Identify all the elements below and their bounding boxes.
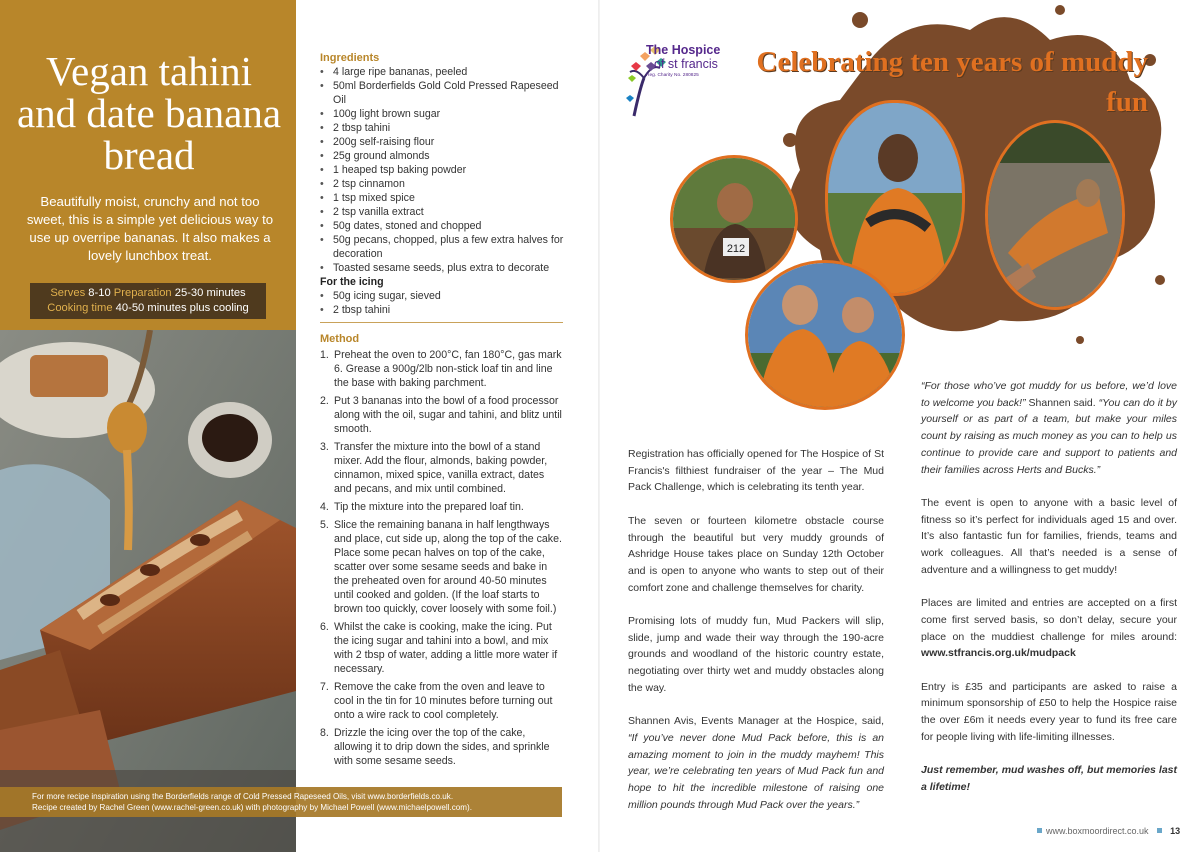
list-item: • 2 tsp vanilla extract <box>320 205 568 219</box>
paragraph: Registration has officially opened for The Hospice of St Francis's filthiest fundraiser of the year – The Mud Pack Challenge, which is celebrating its tenth year. <box>628 448 884 494</box>
quote: “You can do it by yourself or as part of a team, but make your miles count by raising as much money as you can to help us continue to provide care and support to patients and their families across Herts and Bucks.” <box>921 396 1177 476</box>
couple-photo <box>745 260 905 410</box>
icing-list <box>320 289 568 317</box>
list-item: • 50g pecans, chopped, plus a few extra halves for decoration <box>320 233 568 261</box>
runner-photo <box>670 155 798 283</box>
serves-box <box>30 283 266 319</box>
list-item: • 25g ground almonds <box>320 149 568 163</box>
credits-line: Recipe created by Rachel Green (www.rachel-green.co.uk) with photography by Michael Powell (www.michaelpowell.com). <box>32 803 472 812</box>
list-item: • 200g self-raising flour <box>320 135 568 149</box>
list-item: • 2 tbsp tahini <box>320 303 568 317</box>
ingredients-section <box>320 51 568 317</box>
page-number: 13 <box>1170 826 1181 836</box>
paragraph: Entry is £35 and participants are asked to raise a minimum sponsorship of £50 to help the Hospice raise the over £6m it needs every year to fund its free care for people living with life-limiting illnesses. <box>921 680 1177 743</box>
mud-pool-photo <box>985 120 1125 310</box>
method-step: 4. Tip the mixture into the prepared loaf tin. <box>320 501 524 513</box>
bib-number: 212 <box>726 243 746 255</box>
square-icon <box>1157 828 1162 833</box>
ingredients-heading: Ingredients <box>320 52 380 64</box>
paragraph: Places are limited and entries are accepted on a first come first served basis, so don’t delay, secure your place on the muddiest challenge for miles around: www.stfrancis.org.uk/mudpack <box>921 597 1177 660</box>
list-item: • 50ml Borderfields Gold Cold Pressed Rapeseed Oil <box>320 79 568 107</box>
method-step: 7. Remove the cake from the oven and leave to cool in the tin for 10 minutes before turning out onto a wire rack to cool completely. <box>320 681 553 721</box>
list-item: • 2 tsp cinnamon <box>320 177 568 191</box>
list-item: • 2 tbsp tahini <box>320 121 568 135</box>
list-item: • 50g dates, stoned and chopped <box>320 219 568 233</box>
prep-label: Preparation <box>113 287 172 299</box>
quote-attribution: Shannen Avis, Events Manager at the Hospice, said, <box>628 715 884 728</box>
mudpack-link[interactable]: www.stfrancis.org.uk/mudpack <box>921 647 1076 660</box>
square-icon <box>1037 828 1042 833</box>
list-item: • 4 large ripe bananas, peeled <box>320 65 568 79</box>
method-step: 5. Slice the remaining banana in half lengthways and place, cut side up, along the top of the cake. Place some pecan halves on top of the cake, scatter over some sesame seeds and bake in the preheated oven for around 40-50 minutes until cooked and golden. (If the loaf starts to brown too quickly, cover loosely with some foil.) <box>320 519 562 615</box>
list-item: • 1 tsp mixed spice <box>320 191 568 205</box>
quote: “If you’ve never done Mud Pack before, this is an amazing moment to join in the muddy mayhem! This year, we’re celebrating ten years of Mud Pack fun and hope to hit the incredible milestone of raising one million pounds through Mud Pack over the years.” <box>628 731 884 811</box>
method-step: 8. Drizzle the icing over the top of the cake, allowing it to drip down the sides, and sprinkle with some sesame seeds. <box>320 727 550 767</box>
recipe-title: Vegan tahini and date banana bread <box>16 48 282 178</box>
quote-attribution: Shannen said. <box>1025 396 1099 409</box>
article-column-1 <box>628 446 884 830</box>
serves-value: 8-10 <box>88 287 111 299</box>
logo-subname: of st francis <box>654 57 718 71</box>
logo-name: The Hospice <box>646 43 721 57</box>
article-page <box>600 0 1200 852</box>
method-step: 1. Preheat the oven to 200°C, fan 180°C, gas mark 6. Grease a 900g/2lb non-stick loaf tin and line the base with baking parchment. <box>320 349 562 389</box>
paragraph: The event is open to anyone with a basic level of fitness so it’s perfect for individuals aged 15 and over. It’s also fantastic fun for families, friends, teams and work colleagues. All that’s needed is a sense of adventure and a willingness to get muddy! <box>921 496 1177 576</box>
method-list <box>320 348 564 768</box>
paragraph <box>628 713 884 813</box>
method-step: 6. Whilst the cake is cooking, make the icing. Put the icing sugar and tahini into a bowl, and mix with 2 tbsp of water, adding a little more water if necessary. <box>320 621 558 675</box>
list-item: • 100g light brown sugar <box>320 107 568 121</box>
article-headline: Celebrating ten years of muddy fun <box>756 46 1148 118</box>
list-item: • 50g icing sugar, sieved <box>320 289 568 303</box>
prep-value: 25-30 minutes <box>174 287 246 299</box>
credits-line: For more recipe inspiration using the Borderfields range of Cold Pressed Rapeseed Oils, visit www.borderfields.co.uk. <box>32 792 454 801</box>
method-section <box>320 332 564 772</box>
serves-label: Serves <box>50 287 86 299</box>
icing-heading: For the icing <box>320 276 384 288</box>
list-item: • Toasted sesame seeds, plus extra to decorate <box>320 261 568 275</box>
page-footer <box>1037 826 1180 836</box>
recipe-intro: Beautifully moist, crunchy and not too sweet, this is a simple yet delicious way to use up overripe bananas. It also makes a lovely lunchbox treat. <box>26 194 274 263</box>
method-step: 3. Transfer the mixture into the bowl of a stand mixer. Add the flour, almonds, baking powder, cinnamon, mixed spice, vanilla extract, dates and pecans, and mix until combined. <box>320 441 548 495</box>
paragraph <box>921 378 1177 478</box>
method-heading: Method <box>320 333 360 345</box>
logo-charity-number: Reg. Charity No. 280825 <box>646 73 699 78</box>
footer-site: www.boxmoordirect.co.uk <box>1046 826 1149 836</box>
method-step: 2. Put 3 bananas into the bowl of a food processor along with the oil, sugar and tahini, and blitz until smooth. <box>320 395 562 435</box>
recipe-credits <box>0 787 562 817</box>
list-item: • 1 heaped tsp baking powder <box>320 163 568 177</box>
quote: “For those who’ve got muddy for us before, we’d love to welcome you back!” <box>921 380 1177 409</box>
section-divider <box>320 322 563 323</box>
ingredients-list <box>320 65 568 275</box>
banana-bread-photo <box>0 330 296 852</box>
cook-label: Cooking time <box>47 302 113 314</box>
closing-line: Just remember, mud washes off, but memories last a lifetime! <box>921 764 1177 793</box>
cook-value: 40-50 minutes plus cooling <box>115 302 249 314</box>
paragraph: Promising lots of muddy fun, Mud Packers will slip, slide, jump and wade their way through the 190-acre grounds and woodland of the historic country estate, negotiating over thirty wet and muddy obstacles along the way. <box>628 615 884 694</box>
article-column-2 <box>921 378 1177 812</box>
paragraph: The seven or fourteen kilometre obstacle course through the beautiful but very muddy grounds of Ashridge House takes place on Sunday 12th October and is open to anyone who wants to step out of their comfort zone and challenge themselves for charity. <box>628 514 884 594</box>
